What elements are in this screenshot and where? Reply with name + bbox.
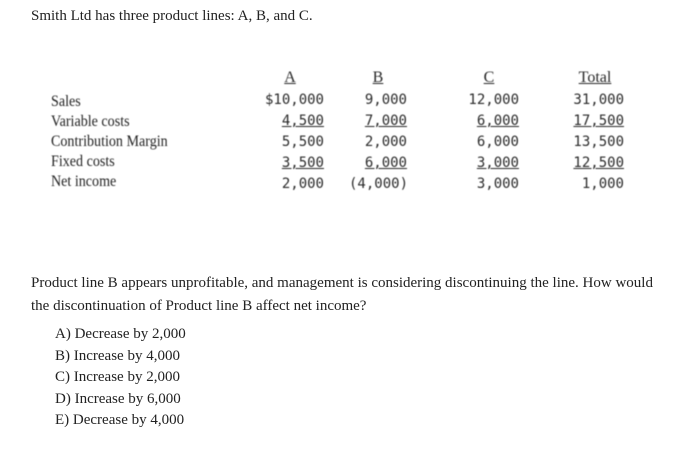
cell-a-variable-costs: 4,500	[281, 113, 324, 129]
cell-b-sales: 9,000	[364, 92, 407, 108]
column-header-total: Total	[578, 69, 612, 86]
cell-a-net-income: 2,000	[281, 176, 324, 192]
column-b	[349, 66, 407, 195]
column-total	[566, 66, 624, 195]
financial-table	[51, 60, 631, 230]
cell-total-fixed-costs: 12,500	[573, 155, 624, 171]
option-d: D) Increase by 6,000	[55, 390, 181, 407]
column-header-a: A	[284, 69, 296, 86]
cell-c-contribution-margin: 6,000	[476, 134, 519, 150]
cell-a-sales: $10,000	[264, 92, 324, 108]
answer-options	[55, 324, 186, 432]
row-label-sales: Sales	[51, 93, 81, 110]
cell-c-net-income: 3,000	[476, 176, 519, 192]
cell-b-fixed-costs: 6,000	[364, 155, 407, 171]
row-label-fixed-costs: Fixed costs	[51, 153, 115, 170]
option-b: B) Increase by 4,000	[55, 347, 180, 364]
cell-b-net-income: (4,000)	[349, 176, 409, 192]
question-text: Product line B appears unprofitable, and management is considering discontinuing the line. How would the discontinuation of Product line B affect net income?	[31, 275, 653, 314]
option-e: E) Decrease by 4,000	[55, 412, 185, 428]
row-labels	[51, 92, 168, 192]
row-label-variable-costs: Variable costs	[51, 113, 130, 130]
row-label-net-income: Net income	[51, 173, 117, 190]
column-c	[459, 66, 519, 195]
cell-c-sales: 12,000	[468, 92, 519, 108]
cell-total-sales: 31,000	[573, 92, 624, 108]
cell-b-contribution-margin: 2,000	[364, 134, 407, 150]
row-label-contribution-margin: Contribution Margin	[51, 133, 168, 150]
cell-a-contribution-margin: 5,500	[281, 134, 324, 150]
cell-b-variable-costs: 7,000	[364, 113, 407, 129]
cell-total-contribution-margin: 13,500	[573, 134, 624, 150]
cell-c-variable-costs: 6,000	[476, 113, 519, 129]
cell-total-variable-costs: 17,500	[573, 113, 624, 129]
intro-text: Smith Ltd has three product lines: A, B, and C.	[31, 8, 313, 24]
column-header-b: B	[372, 69, 384, 86]
cell-total-net-income: 1,000	[581, 176, 624, 192]
option-c: C) Increase by 2,000	[55, 369, 180, 385]
column-header-c: C	[483, 69, 495, 86]
column-a	[256, 66, 324, 195]
option-a: A) Decrease by 2,000	[55, 326, 186, 342]
cell-a-fixed-costs: 3,500	[281, 155, 324, 171]
cell-c-fixed-costs: 3,000	[476, 155, 519, 171]
